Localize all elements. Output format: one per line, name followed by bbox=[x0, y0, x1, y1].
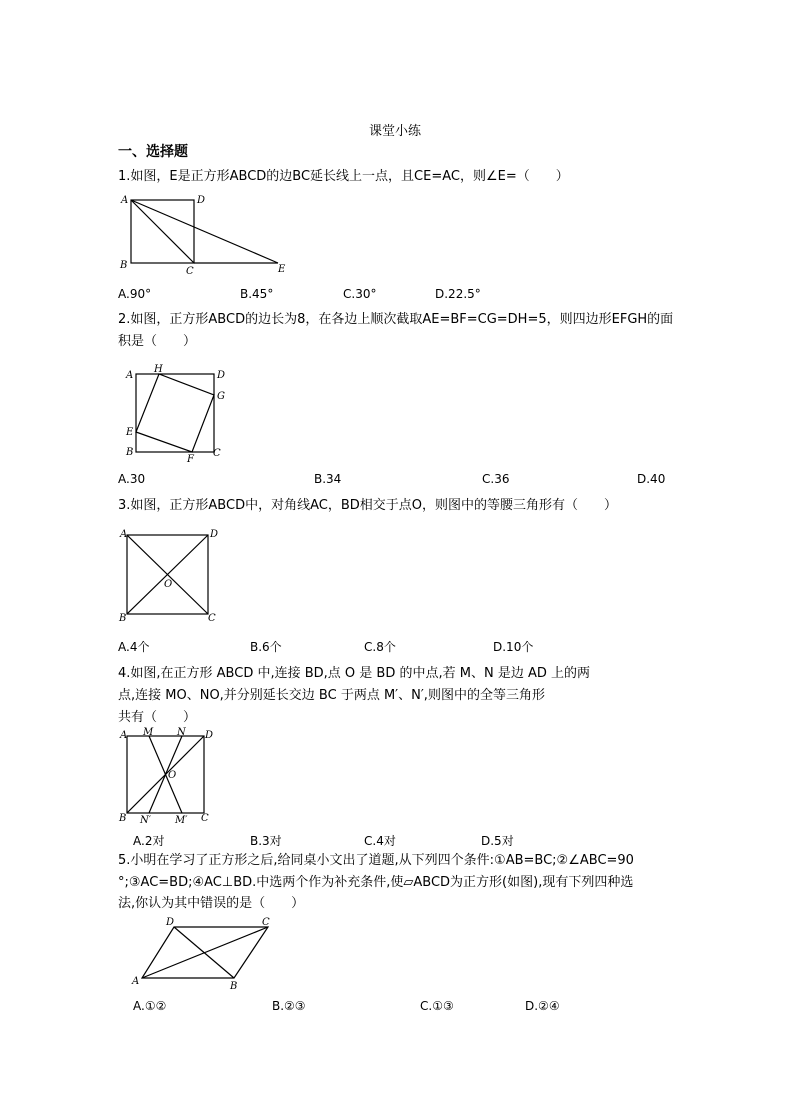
q3-option-b: B.6个 bbox=[250, 640, 282, 654]
question-5-stem-line-2: °;③AC=BD;④AC⊥BD.中选两个作为补充条件,使▱ABCD为正方形(如图),现有下列四种选 bbox=[118, 875, 634, 890]
label-c: C bbox=[213, 448, 221, 459]
q5-option-d: D.②④ bbox=[525, 999, 560, 1013]
question-3-figure bbox=[118, 525, 228, 625]
label-f: F bbox=[187, 454, 194, 465]
label-g: G bbox=[217, 391, 225, 402]
q4-option-b: B.3对 bbox=[250, 834, 282, 848]
label-d: D bbox=[166, 917, 175, 928]
q1-option-b: B.45° bbox=[240, 287, 274, 301]
question-2-stem-line-2: 积是（ ） bbox=[118, 334, 197, 349]
q5-option-c: C.①③ bbox=[420, 999, 454, 1013]
q4-option-c: C.4对 bbox=[364, 834, 396, 848]
q2-option-c: C.36 bbox=[482, 472, 510, 486]
q3-option-c: C.8个 bbox=[364, 640, 396, 654]
label-c: C bbox=[201, 813, 209, 824]
q2-option-a: A.30 bbox=[118, 472, 146, 486]
label-b: B bbox=[119, 813, 127, 824]
q3-option-d: D.10个 bbox=[493, 640, 534, 654]
label-m-prime: M′ bbox=[175, 815, 188, 826]
question-4-stem-line-2: 点,连接 MO、NO,并分别延长交边 BC 于两点 M′、N′,则图中的全等三角形 bbox=[118, 688, 545, 703]
q1-option-d: D.22.5° bbox=[435, 287, 481, 301]
question-1-figure bbox=[118, 190, 298, 278]
label-b: B bbox=[120, 260, 128, 271]
label-b: B bbox=[230, 981, 238, 992]
question-5-stem-line-1: 5.小明在学习了正方形之后,给同桌小文出了道题,从下列四个条件:①AB=BC;②∠ABC=90 bbox=[118, 853, 634, 868]
label-d: D bbox=[210, 529, 219, 540]
segment-ae bbox=[131, 200, 278, 263]
label-o: O bbox=[164, 579, 173, 590]
label-d: D bbox=[197, 195, 206, 206]
question-4-figure bbox=[118, 726, 218, 826]
q2-option-b: B.34 bbox=[314, 472, 342, 486]
question-5-figure bbox=[130, 914, 280, 992]
q5-option-a: A.①② bbox=[133, 999, 167, 1013]
label-e: E bbox=[278, 264, 286, 275]
q2-option-d: D.40 bbox=[637, 472, 666, 486]
label-d: D bbox=[205, 730, 214, 741]
diagonal-ac bbox=[142, 927, 268, 978]
label-m: M bbox=[143, 727, 154, 738]
label-d: D bbox=[217, 370, 226, 381]
diagonal-bd bbox=[174, 927, 234, 978]
question-4-stem-line-3: 共有（ ） bbox=[118, 710, 197, 725]
question-5-stem-line-3: 法,你认为其中错误的是（ ） bbox=[118, 896, 305, 911]
question-1-stem: 1.如图，E是正方形ABCD的边BC延长线上一点，且CE=AC，则∠E=（ ） bbox=[118, 169, 569, 184]
quadrilateral-efgh bbox=[136, 374, 214, 452]
question-2-stem-line-1: 2.如图，正方形ABCD的边长为8，在各边上顺次截取AE=BF=CG=DH=5，则四边形EFGH的面 bbox=[118, 312, 674, 327]
section-heading: 一、选择题 bbox=[118, 144, 188, 160]
page-title: 课堂小练 bbox=[368, 124, 421, 139]
q1-option-a: A.90° bbox=[118, 287, 152, 301]
label-c: C bbox=[186, 266, 194, 277]
label-e: E bbox=[126, 427, 134, 438]
question-3-stem: 3.如图，正方形ABCD中，对角线AC，BD相交于点O，则图中的等腰三角形有（ ） bbox=[118, 498, 617, 513]
label-a: A bbox=[120, 529, 128, 540]
label-a: A bbox=[132, 976, 140, 987]
q5-option-b: B.②③ bbox=[272, 999, 306, 1013]
q4-option-a: A.2对 bbox=[133, 834, 165, 848]
label-c: C bbox=[262, 917, 270, 928]
diagonal-ac bbox=[131, 200, 194, 263]
label-b: B bbox=[119, 613, 127, 624]
q4-option-d: D.5对 bbox=[481, 834, 514, 848]
question-2-figure bbox=[118, 362, 238, 466]
label-a: A bbox=[121, 195, 129, 206]
label-b: B bbox=[126, 447, 134, 458]
label-n: N bbox=[177, 727, 186, 738]
label-a: A bbox=[120, 730, 128, 741]
q3-option-a: A.4个 bbox=[118, 640, 150, 654]
label-a: A bbox=[126, 370, 134, 381]
label-h: H bbox=[154, 364, 163, 375]
label-n-prime: N′ bbox=[140, 815, 152, 826]
label-c: C bbox=[208, 613, 216, 624]
square-abcd bbox=[136, 374, 214, 452]
question-4-stem-line-1: 4.如图,在正方形 ABCD 中,连接 BD,点 O 是 BD 的中点,若 M、N 是边 AD 上的两 bbox=[118, 666, 590, 681]
q1-option-c: C.30° bbox=[343, 287, 377, 301]
label-o: O bbox=[168, 770, 177, 781]
